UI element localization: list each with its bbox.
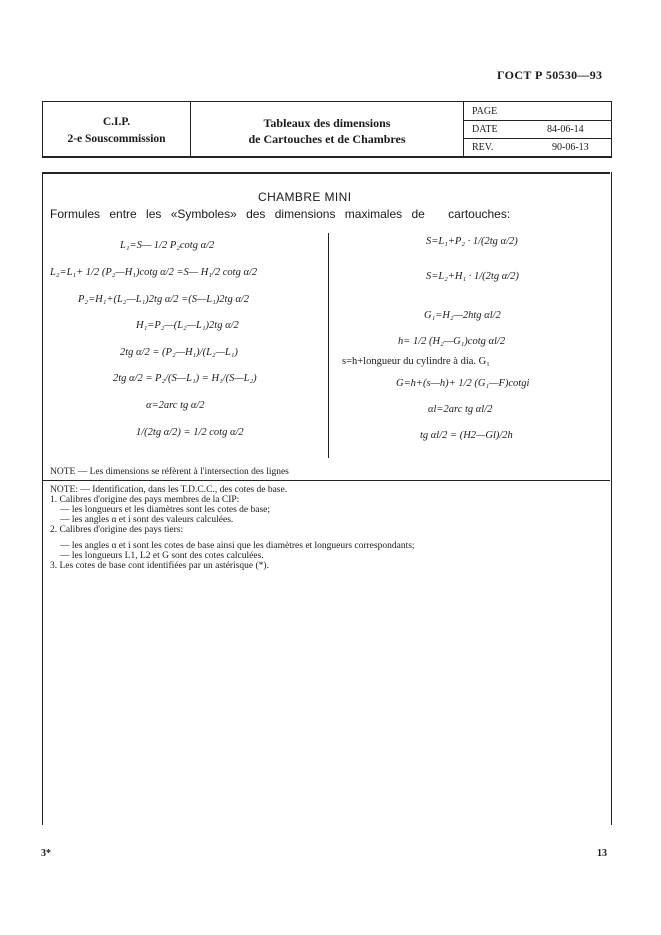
note-line: — les angles α et i sont les cotes de base ainsi que les diamètres et longueurs correspondants;	[60, 541, 415, 551]
date-row	[464, 120, 611, 139]
date-label: DATE	[472, 124, 498, 135]
note-line: — les longueurs et les diamètres sont les cotes de base;	[60, 505, 271, 515]
org-cell	[43, 102, 191, 156]
formula-right-8: tg αl/2 = (H2—Gl)/2h	[420, 430, 513, 441]
note-line: 3. Les cotes de base cont identifiées par un astérisque (*).	[50, 561, 269, 571]
formula-left-3: P₂=H₁+(L₂—L₁)2tg α/2 =(S—L₁)2tg α/2	[78, 294, 249, 305]
standard-number: ГОСТ Р 50530—93	[497, 68, 603, 82]
formula-right-4: h= 1/2 (H₂—G₁)cotg αl/2	[398, 336, 506, 347]
formula-right-5: s=h+longueur du cylindre à dia. G₁	[342, 356, 490, 367]
note-line: — les angles α et i sont des valeurs calculées.	[60, 515, 234, 525]
date-value: 84-06-14	[547, 124, 584, 135]
title-line-1: Tableaux des dimensions	[263, 116, 391, 130]
note-rule	[42, 480, 610, 481]
note-line: 1. Calibres d'origine des pays membres de la CIP:	[50, 495, 240, 505]
formula-right-2: S=L₂+H₁ · 1/(2tg α/2)	[426, 271, 519, 282]
section-heading: CHAMBRE MINI	[258, 190, 352, 204]
footer-left: 3*	[41, 848, 51, 859]
title-line-2: de Cartouches et de Chambres	[248, 132, 406, 146]
page-row	[464, 102, 611, 121]
title-cell	[191, 102, 464, 156]
formula-left-7: α=2arc tg α/2	[146, 400, 205, 411]
page-label: PAGE	[472, 106, 498, 117]
note-intersection: NOTE — Les dimensions se réfèrent à l'intersection des lignes	[50, 467, 289, 477]
intro-left: Formules entre les «Symboles» des dimensions maximales de	[50, 207, 425, 221]
rev-label: REV.	[472, 142, 494, 153]
formula-right-7: αl=2arc tg αl/2	[428, 404, 493, 415]
column-divider	[328, 233, 329, 458]
intro-text	[50, 207, 510, 221]
page-number: 13	[597, 848, 607, 859]
formula-right-6: G=h+(s—h)+ 1/2 (G₁—F)cotgi	[396, 378, 530, 389]
formula-left-4: H₁=P₂—(L₂—L₁)2tg α/2	[136, 320, 239, 331]
formula-left-6: 2tg α/2 = P₂/(S—L₁) = H₁/(S—L₂)	[113, 373, 257, 384]
note-line: NOTE: — Identification, dans les T.D.C.C., des cotes de base.	[50, 485, 288, 495]
formula-left-2: L₂=L₁+ 1/2 (P₂—H₁)cotg α/2 =S— H₁/2 cotg α/2	[50, 267, 258, 278]
rev-value: 90-06-13	[552, 142, 589, 153]
formula-right-3: G₁=H₂—2htg αl/2	[424, 310, 501, 321]
header-table	[42, 101, 612, 158]
formula-left-1: L₁=S— 1/2 P₂cotg α/2	[120, 240, 215, 251]
org-name: C.I.P.	[102, 116, 131, 128]
meta-cell	[464, 102, 611, 156]
formula-right-1: S=L₁+P₂ · 1/(2tg α/2)	[426, 236, 518, 247]
org-subcommission: 2-e Souscommission	[67, 133, 166, 145]
intro-right: cartouches:	[448, 207, 511, 221]
notes-block	[50, 485, 415, 571]
formula-left-5: 2tg α/2 = (P₂—H₁)/(L₂—L₁)	[120, 347, 238, 358]
note-line: 2. Calibres d'origine des pays tiers:	[50, 525, 184, 535]
note-line: — les longueurs L1, L2 et G sont des cotes calculées.	[60, 551, 264, 561]
rev-row	[464, 138, 611, 156]
formula-left-8: 1/(2tg α/2) = 1/2 cotg α/2	[136, 427, 244, 438]
